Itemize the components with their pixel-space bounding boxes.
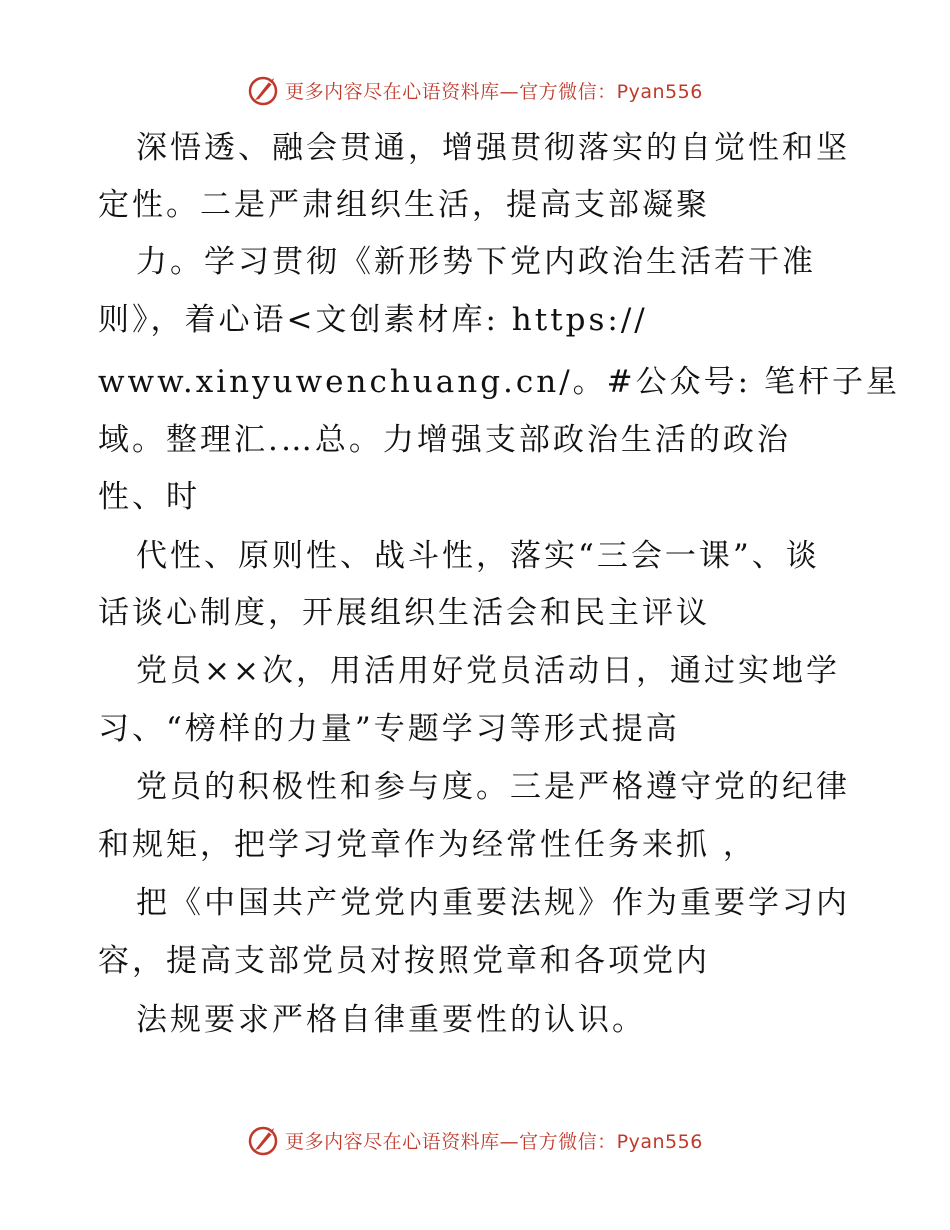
text-line-11: 习、“榜样的力量”专题学习等形式提高: [98, 711, 680, 747]
quill-pen-logo-icon: [247, 73, 281, 107]
quill-pen-logo-icon: [247, 1123, 281, 1157]
header-banner-contact: 官方微信：Pyan556: [519, 80, 703, 103]
text-line-7: 性、时: [98, 479, 200, 515]
text-line-6: 域。整理汇.…总。力增强支部政治生活的政治: [98, 422, 791, 458]
text-line-1: 深悟透、融会贯通，增强贯彻落实的自觉性和坚: [136, 130, 850, 166]
text-line-3: 力。学习贯彻《新形势下党内政治生活若干准: [136, 244, 816, 280]
footer-banner-contact: 官方微信：Pyan556: [519, 1130, 703, 1153]
text-line-8: 代性、原则性、战斗性，落实“三会一课”、谈: [136, 538, 820, 574]
footer-banner-title: 更多内容尽在心语资料库: [285, 1130, 500, 1153]
text-line-4: 则》，着心语<文创素材库: https://: [98, 302, 648, 338]
text-line-5: www.xinyuwenchuang.cn/。#公众号: 笔杆子星: [98, 364, 900, 400]
footer-banner-separator: —: [499, 1130, 520, 1153]
header-banner-text: [285, 77, 703, 104]
footer-banner-text: [285, 1127, 703, 1154]
text-line-12: 党员的积极性和参与度。三是严格遵守党的纪律: [136, 769, 850, 805]
text-line-16: 法规要求严格自律重要性的认识。: [136, 1002, 646, 1038]
text-line-14: 把《中国共产党党内重要法规》作为重要学习内: [136, 885, 850, 921]
text-line-13: 和规矩，把学习党章作为经常性任务来抓 ，: [98, 827, 757, 863]
text-line-10: 党员××次，用活用好党员活动日，通过实地学: [136, 653, 840, 689]
header-banner-separator: —: [499, 80, 520, 103]
text-line-2: 定性。二是严肃组织生活，提高支部凝聚: [98, 187, 710, 223]
text-line-9: 话谈心制度，开展组织生活会和民主评议: [98, 595, 710, 631]
header-banner-title: 更多内容尽在心语资料库: [285, 80, 500, 103]
header-banner: [0, 70, 950, 110]
text-line-15: 容，提高支部党员对按照党章和各项党内: [98, 943, 710, 979]
footer-banner: [0, 1120, 950, 1160]
